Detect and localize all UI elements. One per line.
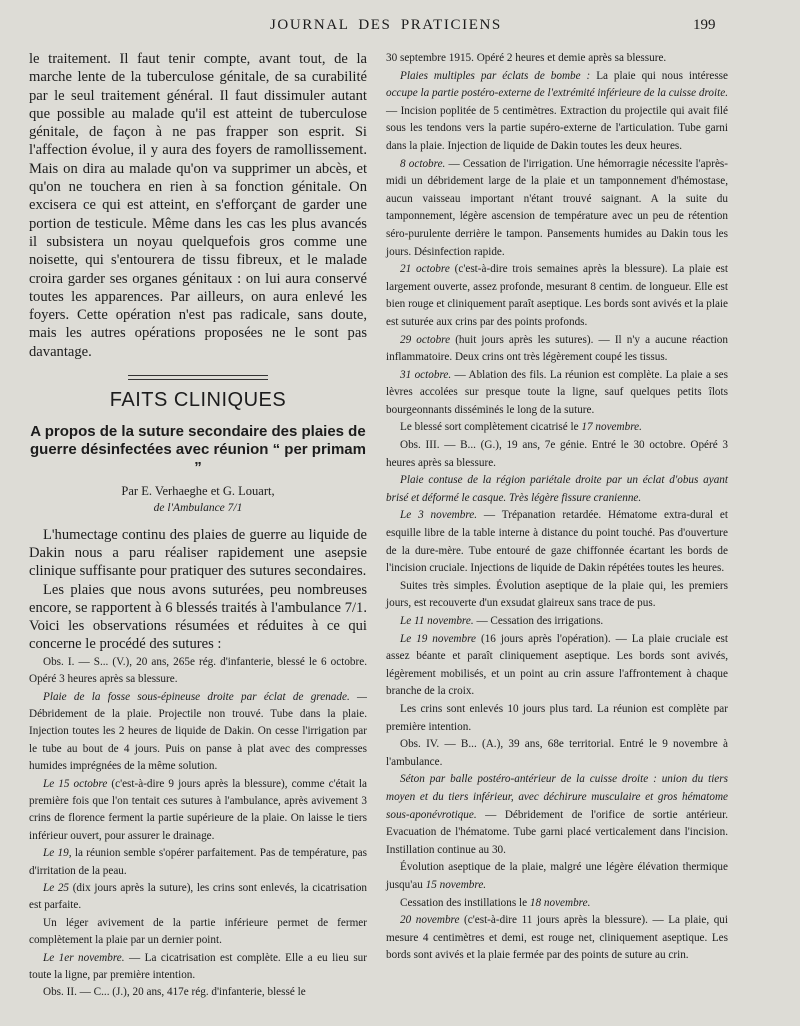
obs2-oct29: [386, 332, 728, 367]
obs2-oct8-text: — Cessation de l'irrigation. Une hémorragie nécessite l'après-midi un débridement large de la plaie et un tamponnement d'hémostase, aucun vaisseau important n'étant trouvé saignant. A la suite du tamponnement, légère ascension de température avec un peu de rétention séro-purulente derrière le tampon. Pansements humides au Dakin tous les jours. Désinfection rapide.: [386, 157, 729, 258]
page-number: 199: [693, 17, 716, 33]
obs2-oct31: [386, 367, 728, 420]
obs2-oct29-date: 29 octobre: [400, 333, 451, 346]
obs1-day25-text: (dix jours après la suture), les crins sont enlevés, la cicatrisation est parfaite.: [29, 882, 368, 912]
obs3-nov3-text: — Trépanation retardée. Hématome extra-dural et esquille libre de la table interne à distance du point touché. Pas d'ouverture de la dure-mère. Tube entouré de gaze chiffonnée écartant les bords de l'incision cruciale. Injections de liquide de Dakin répétées toutes les heures.: [386, 509, 728, 575]
obs4-cessation-text: Cessation des instillations le: [400, 896, 528, 909]
obs1-nov1: [29, 950, 367, 985]
obs2-oct29-text: (huit jours après les sutures). — Il n'y a aucune réaction inflammatoire. Deux crins ont très légèrement coupé les tissus.: [386, 333, 728, 364]
obs3-diagnosis: [386, 472, 728, 507]
paragraph-dakin: L'humectage continu des plaies de guerre au liquide de Dakin nous a paru réaliser rapidement une asepsie clinique suffisante pour pratiquer des sutures secondaires.: [29, 526, 367, 580]
obs4-nov20-text: (c'est-à-dire 11 jours après la blessure). — La plaie, qui mesure 4 centimètres et demi, est rouge net, cliniquement aseptique. Les bords sont avivés et la plaie fermée par des points de suture au crin.: [386, 914, 728, 962]
obs1-avivement: Un léger avivement de la partie inférieure permet de fermer complètement la plaie par un dernier point.: [29, 916, 367, 947]
obs2-oct31-date: 31 octobre.: [400, 368, 452, 381]
obs3-nov11: [386, 613, 728, 631]
obs1-day15-text: (c'est-à-dire 9 jours après la blessure), comme c'était la première fois que l'on tentait ces sutures à l'ambulance, après avivement 3 crins de florence ferment la partie supérieure de la plaie. On laisse le tiers inférieur ouvert, pour assurer le drainage.: [29, 777, 368, 842]
obs2-diagnosis-b: occupe la partie postéro-externe de l'extrémité inférieure de la cuisse droite.: [386, 87, 728, 100]
obs1-day25-date: Le 25: [43, 882, 70, 894]
obs2-exit: [386, 419, 728, 437]
obs1-day19-text: la réunion semble s'opérer parfaitement. Pas de température, pas d'irritation de la peau.: [29, 847, 368, 877]
obs2-oct21-date: 21 octobre: [400, 263, 450, 276]
right-column: [386, 50, 728, 965]
obs1-text: Débridement de la plaie. Projectile non trouvé. Tube dans la plaie. Injection toutes les 2 heures de liquide de Dakin. On cesse l'irrigation par le tube au bout de 4 jours. Puis on panse à plat avec des compresses humides imprégnées de la même solution.: [29, 707, 367, 773]
obs4-nov20: [386, 912, 728, 965]
section-divider: [128, 375, 268, 380]
observation-1: [29, 654, 367, 1002]
obs3-nov19-text: (16 jours après l'opération). — La plaie cruciale est assez béante et paraît cliniquement aseptique. Les bords sont avivés, légèrement mobilisés, et un point au crin assure l'affrontement à chaque branche de la croix.: [386, 632, 729, 698]
obs1-day15: [29, 776, 367, 846]
obs2-head: Obs. II. — C... (J.), 20 ans, 417e rég. d'infanterie, blessé le: [43, 986, 306, 999]
journal-title: JOURNAL DES PRATICIENS: [270, 17, 502, 33]
obs4-diagnosis-text: Séton par balle postéro-antérieur de la cuisse droite : union du tiers moyen et du tiers inférieur, avec déchirure musculaire et gros hématome sous-aponévrotique.: [386, 773, 728, 821]
obs2-diagnosis-a: Plaies multiples par éclats de bombe :: [400, 69, 591, 82]
obs3-nov19: [386, 631, 728, 701]
obs2-oct21: [386, 261, 728, 331]
running-head: [0, 17, 800, 39]
obs2-oct8-date: 8 octobre.: [400, 157, 446, 170]
obs4-nov20-date: 20 novembre: [400, 914, 460, 927]
obs4-text-a: — Débridement de l'orifice de sortie antérieur. Evacuation de l'hématome. Tube garni placé verticalement dans l'incision. Instillation continue au 30.: [386, 808, 729, 856]
obs1-day19-date: Le 19,: [43, 847, 72, 860]
obs1-nov1-text: — La cicatrisation est complète. Elle a eu lieu sur toute la ligne, par première intention.: [29, 951, 368, 982]
obs1-head: Obs. I. — S... (V.), 20 ans, 265e rég. d'infanterie, blessé le 6 octobre. Opéré 3 heures après sa blessure.: [29, 655, 367, 686]
obs3-suites: Suites très simples. Évolution aseptique de la plaie qui, les premiers jours, est recouverte d'un exsudat glaireux sans trace de pus.: [386, 579, 728, 610]
obs3-nov19-date: Le 19 novembre: [400, 632, 476, 645]
obs4-evolution: [386, 859, 728, 894]
obs4-diagnosis: [386, 771, 728, 859]
obs3-nov11-date: Le 11 novembre.: [400, 615, 474, 627]
obs2-diagnosis: [386, 68, 728, 156]
section-title: FAITS CLINIQUES: [109, 389, 287, 412]
obs1-diagnosis: Plaie de la fosse sous-épineuse droite par éclat de grenade. —: [43, 690, 367, 703]
obs2-oct31-text: — Ablation des fils. La réunion est complète. La plaie a ses lèvres accolées sur presque toute la ligne, sauf quelques petits îlots bourgeonnants disséminés le long de la suture.: [386, 368, 729, 416]
obs2-exit-date: 17 novembre.: [581, 421, 642, 434]
obs4-cessation-date: 18 novembre.: [529, 896, 591, 909]
obs1-day15-date: Le 15 octobre: [43, 777, 108, 790]
obs3-nov3-date: Le 3 novembre.: [400, 509, 478, 522]
left-column: [29, 50, 367, 1002]
obs2-oct8: [386, 156, 728, 262]
article-title: A propos de la suture secondaire des plaies de guerre désinfectées avec réunion “ per primam ”: [30, 423, 366, 477]
obs1-day19: [29, 845, 367, 880]
obs3-head: Obs. III. — B... (G.), 19 ans, 7e génie. Entré le 30 octobre. Opéré 3 heures après sa blessure.: [386, 439, 728, 469]
obs2-text-a: La plaie qui nous intéresse: [596, 69, 728, 82]
obs1-nov1-date: Le 1er novembre.: [43, 951, 125, 964]
obs2-text-b: — Incision poplitée de 5 centimètres. Extraction du projectile qui avait filé sous les tendons vers la partie supéro-externe de l'articulation. Tube garni dans la plaie. Injection de liquide de Dakin toutes les deux heures.: [386, 104, 728, 152]
obs4-cessation: [386, 895, 728, 913]
obs4-evolution-date: 15 novembre.: [425, 878, 487, 891]
intro-paragraph: le traitement. Il faut tenir compte, avant tout, de la marche lente de la tuberculose génitale, de sa curabilité par le seul traitement général. Il faut dissimuler autant que possible au malade qu'il est atteint de tuberculose génitale, de façon à ne pas frapper son esprit. Si l'affection évolue, il y aura des foyers de ramollissement. Mais on dira au malade qu'on va supprimer un abcès, et qu'on ne touchera en rien à sa fonction génitale. On excisera ce qui est atteint, en s'efforçant de garder une portion de testicule. Même dans les cas les plus avancés il subsistera un noyau quelquefois gros comme une noisette, qui s'entourera de tissu fibreux, et le malade croira garder ses organes génitaux : on lui aura conservé toutes les apparences. Par ailleurs, on aura enlevé les foyers. Cette opération n'est pas radicale, sans doute, mais les autres opérations proposées ne le sont pas davantage.: [29, 51, 367, 360]
byline: Par E. Verhaeghe et G. Louart,: [121, 484, 275, 499]
byline-affiliation: de l'Ambulance 7/1: [153, 502, 243, 515]
obs2-oct21-text: (c'est-à-dire trois semaines après la blessure). La plaie est largement ouverte, assez profonde, mesurant 8 centim. de longueur. Elle est bien rouge et cliniquement paraît aseptique. Les bords sont avivés et la plaie est suturée aux crins par des points profonds.: [386, 263, 729, 328]
obs4-evolution-text: Évolution aseptique de la plaie, malgré une légère élévation thermique jusqu'au: [386, 861, 728, 891]
obs4-head: Obs. IV. — B... (A.), 39 ans, 68e territorial. Entré le 9 novembre à l'ambulance.: [386, 738, 728, 768]
obs2-continuation: 30 septembre 1915. Opéré 2 heures et demie après sa blessure.: [386, 52, 667, 64]
obs2-exit-text: Le blessé sort complètement cicatrisé le: [400, 421, 579, 434]
obs3-nov3: [386, 507, 728, 577]
obs3-crins: Les crins sont enlevés 10 jours plus tard. La réunion est complète par première intention.: [386, 702, 728, 733]
obs3-nov11-text: — Cessation des irrigations.: [476, 615, 604, 627]
paragraph-sutures: Les plaies que nous avons suturées, peu nombreuses encore, se rapportent à 6 blessés traités à l'ambulance 7/1. Voici les observations résumées et réduites à ce qui concerne le procédé des sutures :: [29, 581, 367, 653]
obs1-day25: [29, 880, 367, 915]
obs1-body: [29, 689, 367, 776]
obs3-diagnosis-text: Plaie contuse de la région pariétale droite par un éclat d'obus ayant brisé et déformé le casque. Très légère fissure cranienne.: [386, 474, 728, 504]
